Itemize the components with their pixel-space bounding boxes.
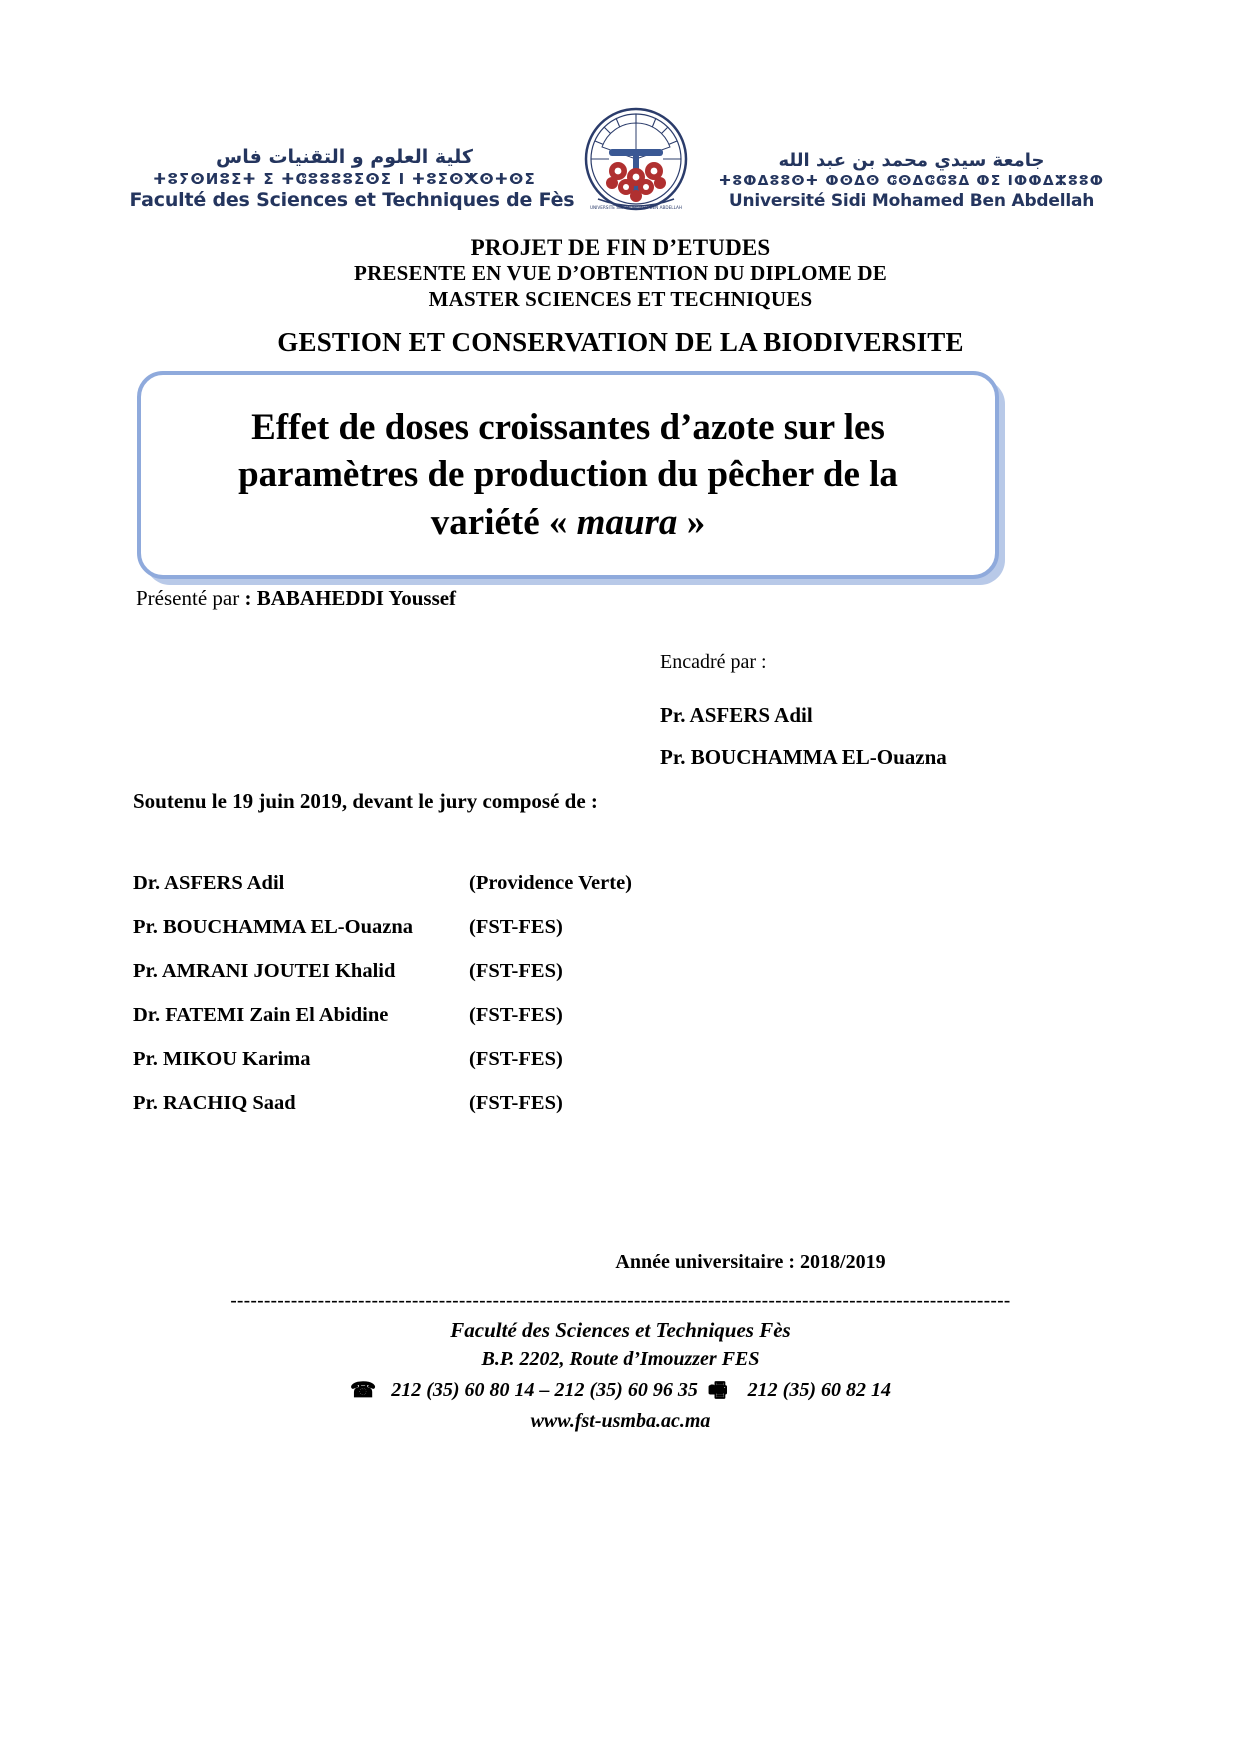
- footer-divider: --------------------------------------------------------------------------------------------------------------------: [230, 1290, 1011, 1311]
- footer-block: [0, 1315, 1241, 1436]
- heading-diploma-line: PRESENTE EN VUE D’OBTENTION DU DIPLOME DE: [354, 261, 887, 285]
- jury-member-name: Dr. FATEMI Zain El Abidine: [133, 1004, 389, 1026]
- academic-year: Année universitaire : 2018/2019: [615, 1251, 886, 1273]
- jury-member-name: Pr. RACHIQ Saad: [133, 1092, 296, 1114]
- university-name-french: Université Sidi Mohamed Ben Abdellah: [728, 190, 1095, 211]
- jury-member-affiliation: (FST-FES): [469, 1004, 563, 1026]
- table-row: [133, 916, 693, 960]
- table-row: [133, 1048, 693, 1092]
- faculty-name-arabic: كلية العلوم و التقنيات فاس: [216, 145, 473, 168]
- author-name: BABAHEDDI Youssef: [256, 586, 457, 610]
- jury-member-affiliation: (FST-FES): [469, 1048, 563, 1070]
- fax-icon: 🖷: [707, 1378, 728, 1403]
- jury-member-name: Pr. BOUCHAMMA EL-Ouazna: [133, 916, 413, 938]
- jury-member-name: Pr. AMRANI JOUTEI Khalid: [133, 960, 396, 982]
- table-row: [133, 1092, 693, 1136]
- footer-website[interactable]: www.fst-usmba.ac.ma: [530, 1409, 711, 1432]
- university-name-arabic: جامعة سيدي محمد بن عبد الله: [778, 150, 1045, 172]
- heading-project-type: PROJET DE FIN D’ETUDES: [470, 235, 771, 260]
- thesis-title-part1: Effet de doses croissantes d’azote sur les paramètres de production du pêcher de la variété «: [238, 406, 898, 543]
- phone-icon: ☎: [350, 1378, 377, 1403]
- thesis-title-variety: maura: [576, 501, 678, 543]
- author-separator: :: [239, 586, 257, 610]
- footer-fax: 212 (35) 60 82 14: [747, 1379, 891, 1402]
- footer-phones: 212 (35) 60 80 14 – 212 (35) 60 96 35: [391, 1379, 698, 1402]
- supervisor-1: Pr. ASFERS Adil: [660, 703, 813, 727]
- thesis-title: [141, 404, 995, 546]
- defense-line: Soutenu le 19 juin 2019, devant le jury composé de :: [133, 789, 598, 813]
- jury-member-affiliation: (FST-FES): [469, 916, 563, 938]
- author-line: [136, 586, 456, 611]
- faculty-identity-block: [129, 145, 575, 215]
- jury-table: [133, 872, 693, 1136]
- footer-contact-line: [0, 1374, 1241, 1407]
- jury-member-name: Pr. MIKOU Karima: [133, 1048, 311, 1070]
- table-row: [133, 960, 693, 1004]
- table-row: [133, 1004, 693, 1048]
- jury-member-affiliation: (FST-FES): [469, 960, 563, 982]
- thesis-title-part2: »: [677, 501, 706, 543]
- usmba-seal-logo-icon: [576, 103, 696, 215]
- heading-program: GESTION ET CONSERVATION DE LA BIODIVERSITE: [277, 327, 964, 357]
- supervisor-2: Pr. BOUCHAMMA EL-Ouazna: [660, 745, 947, 769]
- letterhead: [0, 100, 1241, 215]
- table-row: [133, 872, 693, 916]
- jury-member-affiliation: (FST-FES): [469, 1092, 563, 1114]
- university-identity-block: [712, 151, 1112, 215]
- faculty-name-tifinagh: ⵜⵓⵢⵙⵍⵓⵉⵜ ⵉ ⵜⵛⵓⵓⵓⵓⵉⵙⵉ ⵏ ⵜⵓⵉⵙⵅⵙⵜⵙⵉ: [153, 169, 536, 188]
- thesis-title-box: [137, 371, 999, 579]
- jury-member-affiliation: (Providence Verte): [469, 872, 632, 894]
- university-name-tifinagh: ⵜⵓⵀⵠⵓⵓⵙⵜ ⵀⵙⵠⵙ ⵛⵙⵠⵛⵛⵓⵠ ⵀⵉ ⵏⵀⵀⵠⵣⵓⵓⵀ: [718, 173, 1105, 190]
- svg-text:UNIVERSITE SIDI MOHAMED BEN AB: UNIVERSITE SIDI MOHAMED BEN ABDELLAH: [589, 205, 682, 210]
- faculty-name-french: Faculté des Sciences et Techniques de Fès: [129, 188, 575, 211]
- jury-member-name: Dr. ASFERS Adil: [133, 872, 285, 894]
- heading-degree: MASTER SCIENCES ET TECHNIQUES: [428, 287, 813, 311]
- supervisors-label: Encadré par :: [660, 651, 767, 673]
- footer-address: B.P. 2202, Route d’Imouzzer FES: [481, 1348, 760, 1371]
- author-label: Présenté par: [136, 586, 240, 610]
- footer-institution: Faculté des Sciences et Techniques Fès: [450, 1318, 791, 1342]
